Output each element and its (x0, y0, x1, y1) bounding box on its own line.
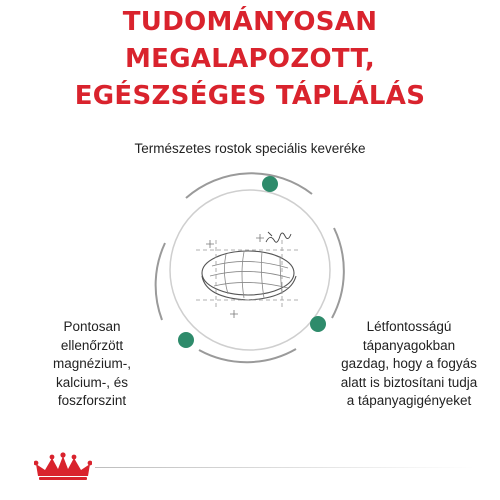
green-dot-icon-right (310, 316, 326, 332)
benefit-right-line-2: tápanyagokban (362, 337, 456, 353)
outer-ring-left-arc (156, 243, 165, 320)
title-line-1: TUDOMÁNYOSAN MEGALAPOZOTT, (122, 7, 378, 74)
benefit-left (22, 318, 162, 411)
outer-ring-right-arc (332, 228, 344, 318)
green-dot-icon-left (178, 332, 194, 348)
benefit-right-line-3: gazdag, hogy a fogyás (341, 356, 477, 371)
benefit-left-line-4: kalcium-, és (55, 374, 128, 390)
royal-canin-crown-logo (34, 452, 92, 482)
benefit-left-line-1: Pontosan (63, 319, 121, 334)
benefit-right-line-4: alatt is biztosítani tudja (340, 374, 478, 390)
kibble-sketch-icon (196, 232, 300, 318)
benefit-left-line-3: magnézium-, (52, 356, 132, 371)
benefit-left-line-5: foszforszint (57, 393, 127, 408)
benefit-left-line-2: ellenőrzött (60, 337, 124, 353)
benefit-right (334, 318, 484, 411)
outer-ring-bottom-arc (199, 349, 296, 362)
benefit-right-line-1: Létfontosságú (366, 319, 452, 334)
benefit-top-line: Természetes rostok speciális keveréke (134, 141, 366, 156)
footer-divider (95, 467, 475, 468)
benefit-right-line-5: a tápanyagigényeket (346, 393, 472, 408)
inner-circle (170, 190, 330, 350)
outer-ring-top-arc (186, 173, 312, 198)
title-line-2: EGÉSZSÉGES TÁPLÁLÁS (74, 81, 426, 111)
green-dot-icon-top (262, 176, 278, 192)
